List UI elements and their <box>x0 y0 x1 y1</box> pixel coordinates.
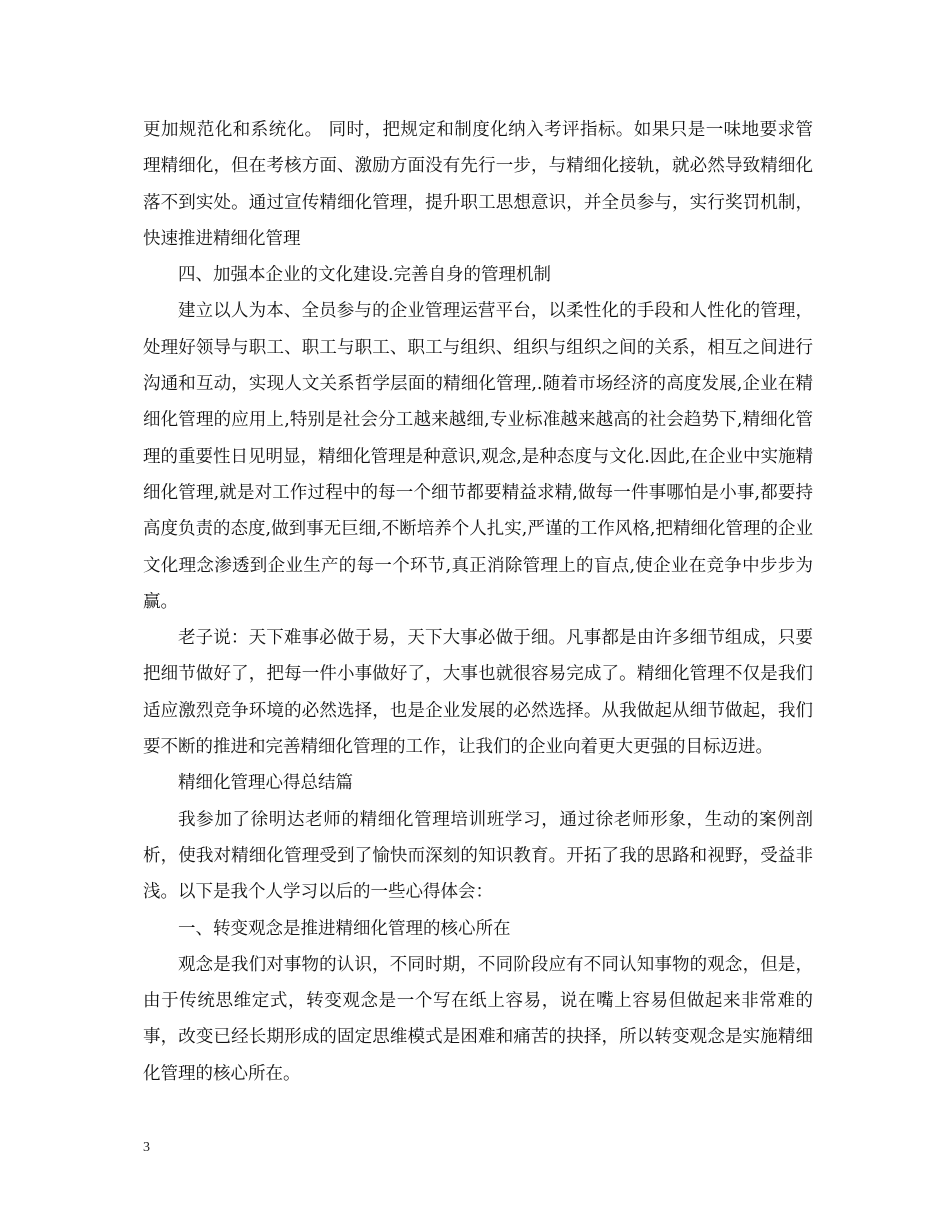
paragraph-8: 观念是我们对事物的认识，不同时期，不同阶段应有不同认知事物的观念，但是，由于传统思维定式，转变观念是一个写在纸上容易，说在嘴上容易但做起来非常难的事，改变已经长期形成的固定思维模式是困难和痛苦的抉择，所以转变观念是实施精细化管理的核心所在。 <box>143 954 813 1084</box>
paragraph-6: 我参加了徐明达老师的精细化管理培训班学习，通过徐老师形象，生动的案例剖析，使我对精细化管理受到了愉快而深刻的知识教育。开拓了我的思路和视野，受益非浅。以下是我个人学习以后的一些心得体会： <box>143 809 813 903</box>
article-title: 精细化管理心得总结篇 <box>178 773 353 794</box>
paragraph-1: 更加规范化和系统化。 同时，把规定和制度化纳入考评指标。如果只是一味地要求管理精细化，但在考核方面、激励方面没有先行一步，与精细化接轨，就必然导致精细化落不到实处。通过宣传精细化管理，提升职工思想意识，并全员参与，实行奖罚机制，快速推进精细化管理 <box>143 120 813 249</box>
page-body <box>143 112 813 1092</box>
paragraph-3: 建立以人为本、全员参与的企业管理运营平台，以柔性化的手段和人性化的管理，处理好领导与职工、职工与职工、职工与组织、组织与组织之间的关系，相互之间进行沟通和互动，实现人文关系哲学层面的精细化管理,.随着市场经济的高度发展,企业在精细化管理的应用上,特别是社会分工越来越细,专业标准越来越高的社会趋势下,精细化管理的重要性日见明显，精细化管理是种意识,观念,是种态度与文化.因此,在企业中实施精细化管理,就是对工作过程中的每一个细节都要精益求精,做每一件事哪怕是小事,都要持高度负责的态度,做到事无巨细,不断培养个人扎实,严谨的工作风格,把精细化管理的企业文化理念渗透到企业生产的每一个环节,真正消除管理上的盲点,使企业在竞争中步步为赢。 <box>143 301 813 612</box>
page-number: 3 <box>143 1140 150 1155</box>
section-heading-1: 一、转变观念是推进精细化管理的核心所在 <box>178 918 511 939</box>
paragraph-4: 老子说：天下难事必做于易，天下大事必做于细。凡事都是由许多细节组成，只要把细节做好了，把每一件小事做好了，大事也就很容易完成了。精细化管理不仅是我们适应激烈竞争环境的必然选择，也是企业发展的必然选择。从我做起从细节做起，我们要不断的推进和完善精细化管理的工作，让我们的企业向着更大更强的目标迈进。 <box>143 628 813 758</box>
section-heading-4: 四、加强本企业的文化建设.完善自身的管理机制 <box>178 265 552 286</box>
